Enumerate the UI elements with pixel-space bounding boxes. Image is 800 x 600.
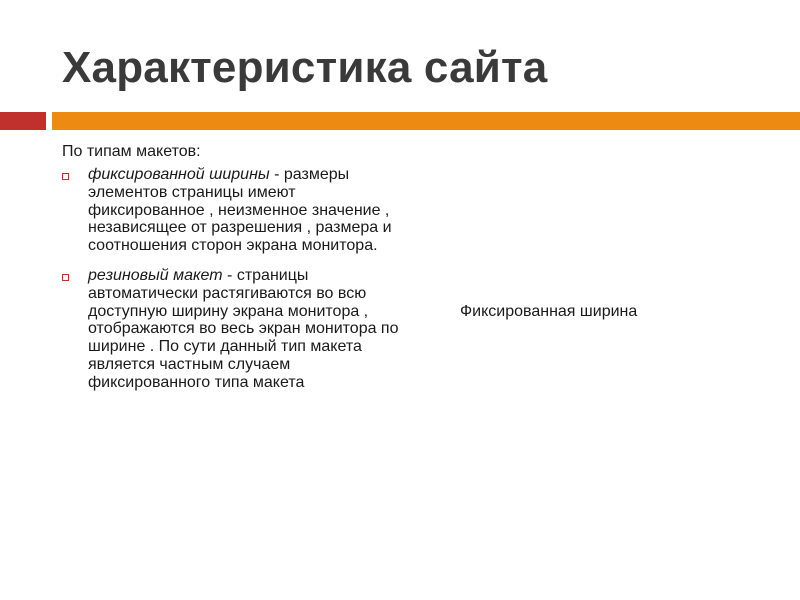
- image-caption: Фиксированная ширина: [460, 303, 638, 320]
- bullet-term: фиксированной ширины: [88, 166, 270, 183]
- square-bullet-icon: [62, 173, 69, 180]
- bullet-description: - размеры элементов страницы имеют фиксированное , неизменное значение , независящее от разрешения , размера и соотношения сторон экрана монитора.: [88, 166, 392, 255]
- slide-title: Характеристика сайта: [62, 43, 548, 92]
- list-item-fixed-width: [62, 166, 402, 255]
- bullet-description: - страницы автоматически растягиваются во всю доступную ширину экрана монитора , отображаются во весь экран монитора по ширине . По сути данный тип макета является частным случаем фиксированного типа макета: [88, 266, 399, 391]
- layout-types-intro: По типам макетов:: [62, 143, 201, 160]
- layout-types-list: [62, 166, 402, 404]
- list-item-fluid-layout: [62, 267, 402, 392]
- bullet-term: резиновый макет: [88, 266, 223, 284]
- title-underline-orange-bar: [52, 112, 800, 130]
- title-underline-red-segment: [0, 112, 46, 130]
- square-bullet-icon: [62, 274, 69, 281]
